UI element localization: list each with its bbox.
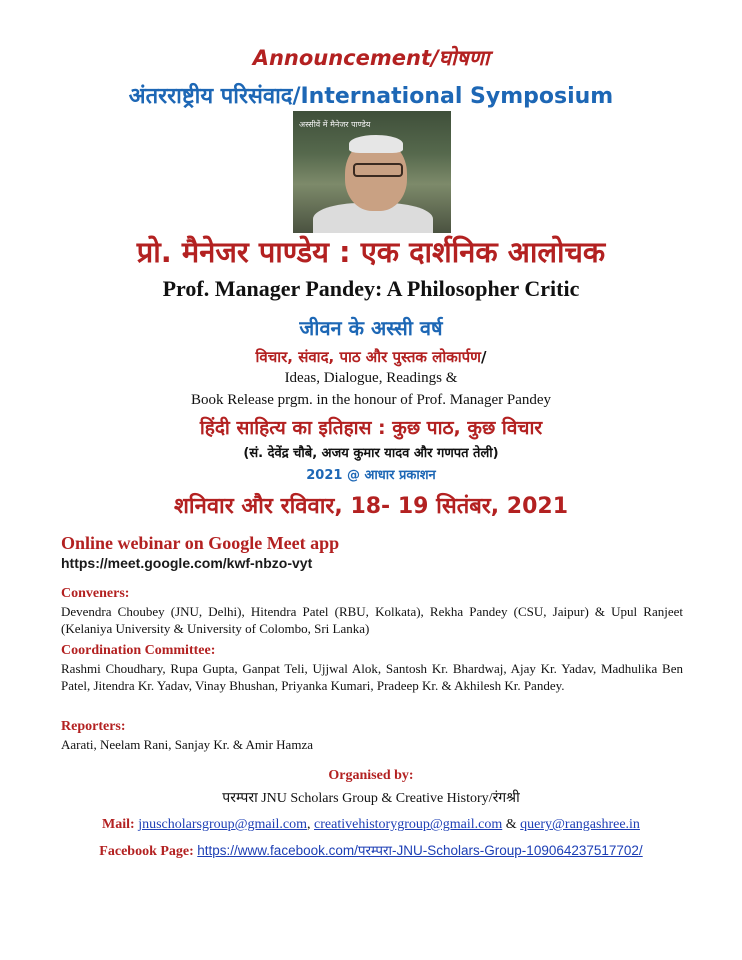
photo-caption: अस्सीवें में मैनेजर पाण्डेय bbox=[299, 120, 371, 129]
portrait-photo bbox=[293, 111, 451, 233]
conveners-heading: Conveners: bbox=[61, 586, 130, 601]
symposium-heading: अंतरराष्ट्रीय परिसंवाद/International Symposium bbox=[128, 84, 614, 109]
photo-hair bbox=[349, 135, 403, 153]
program-english-line2: Book Release prgm. in the honour of Prof. Manager Pandey bbox=[190, 392, 552, 408]
mail-line bbox=[0, 817, 742, 833]
facebook-page-link[interactable]: https://www.facebook.com/परम्परा-JNU-Scholars-Group-109064237517702/ bbox=[197, 843, 643, 858]
facebook-label: Facebook Page: bbox=[99, 844, 194, 859]
reporters-text: Aarati, Neelam Rani, Sanjay Kr. & Amir Hamza bbox=[61, 737, 313, 752]
coordination-text: Rashmi Choudhary, Rupa Gupta, Ganpat Teli, Ujjwal Alok, Santosh Kr. Bhardwaj, Ajay Kr. Yadav, Madhulika Ben Patel, Jitendra Kr. Yadav, Vinay Bhushan, Priyanka Kumari, Pradeep Kr. & Akhilesh Kr. Pandey. bbox=[61, 661, 683, 693]
program-english-line1: Ideas, Dialogue, Readings & bbox=[284, 370, 458, 386]
coordination-heading: Coordination Committee: bbox=[61, 643, 216, 658]
announcement-heading: Announcement/घोषणा bbox=[252, 46, 490, 70]
photo-glasses bbox=[353, 163, 403, 177]
program-hindi bbox=[0, 347, 742, 367]
event-dates: शनिवार और रविवार, 18- 19 सितंबर, 2021 bbox=[173, 494, 569, 519]
email-link-rangashree[interactable]: query@rangashree.in bbox=[520, 817, 640, 832]
program-hindi-slash: / bbox=[480, 348, 487, 366]
facebook-line bbox=[0, 841, 742, 860]
mail-separator-comma: , bbox=[307, 817, 311, 832]
conveners-text: Devendra Choubey (JNU, Delhi), Hitendra Patel (RBU, Kolkata), Rekha Pandey (CSU, Jaipur) & Upul Ranjeet (Kelaniya University & University of Colombo, Sri Lanka) bbox=[61, 604, 683, 636]
email-link-creativehistory[interactable]: creativehistorygroup@gmail.com bbox=[314, 817, 503, 832]
mail-label: Mail: bbox=[102, 817, 135, 832]
webinar-heading: Online webinar on Google Meet app bbox=[61, 533, 340, 553]
subtitle-eighty-years: जीवन के अस्सी वर्ष bbox=[299, 316, 443, 340]
book-title: हिंदी साहित्य का इतिहास : कुछ पाठ, कुछ विचार bbox=[199, 417, 543, 439]
email-link-jnuscholars[interactable]: jnuscholarsgroup@gmail.com bbox=[138, 817, 308, 832]
title-hindi: प्रो. मैनेजर पाण्डेय : एक दार्शनिक आलोचक bbox=[136, 235, 606, 269]
title-english: Prof. Manager Pandey: A Philosopher Critic bbox=[162, 276, 580, 301]
reporters-heading: Reporters: bbox=[61, 719, 126, 734]
meet-link[interactable]: https://meet.google.com/kwf-nbzo-vyt bbox=[61, 555, 313, 571]
organiser-heading: Organised by: bbox=[328, 768, 414, 783]
program-hindi-text: विचार, संवाद, पाठ और पुस्तक लोकार्पण bbox=[255, 348, 481, 366]
organiser-text: परम्परा JNU Scholars Group & Creative History/रंगश्री bbox=[222, 791, 520, 806]
book-editors: (सं. देवेंद्र चौबे, अजय कुमार यादव और गणपत तेली) bbox=[243, 446, 499, 461]
mail-separator-and: & bbox=[505, 817, 517, 832]
book-publisher: 2021 @ आधार प्रकाशन bbox=[306, 468, 436, 483]
